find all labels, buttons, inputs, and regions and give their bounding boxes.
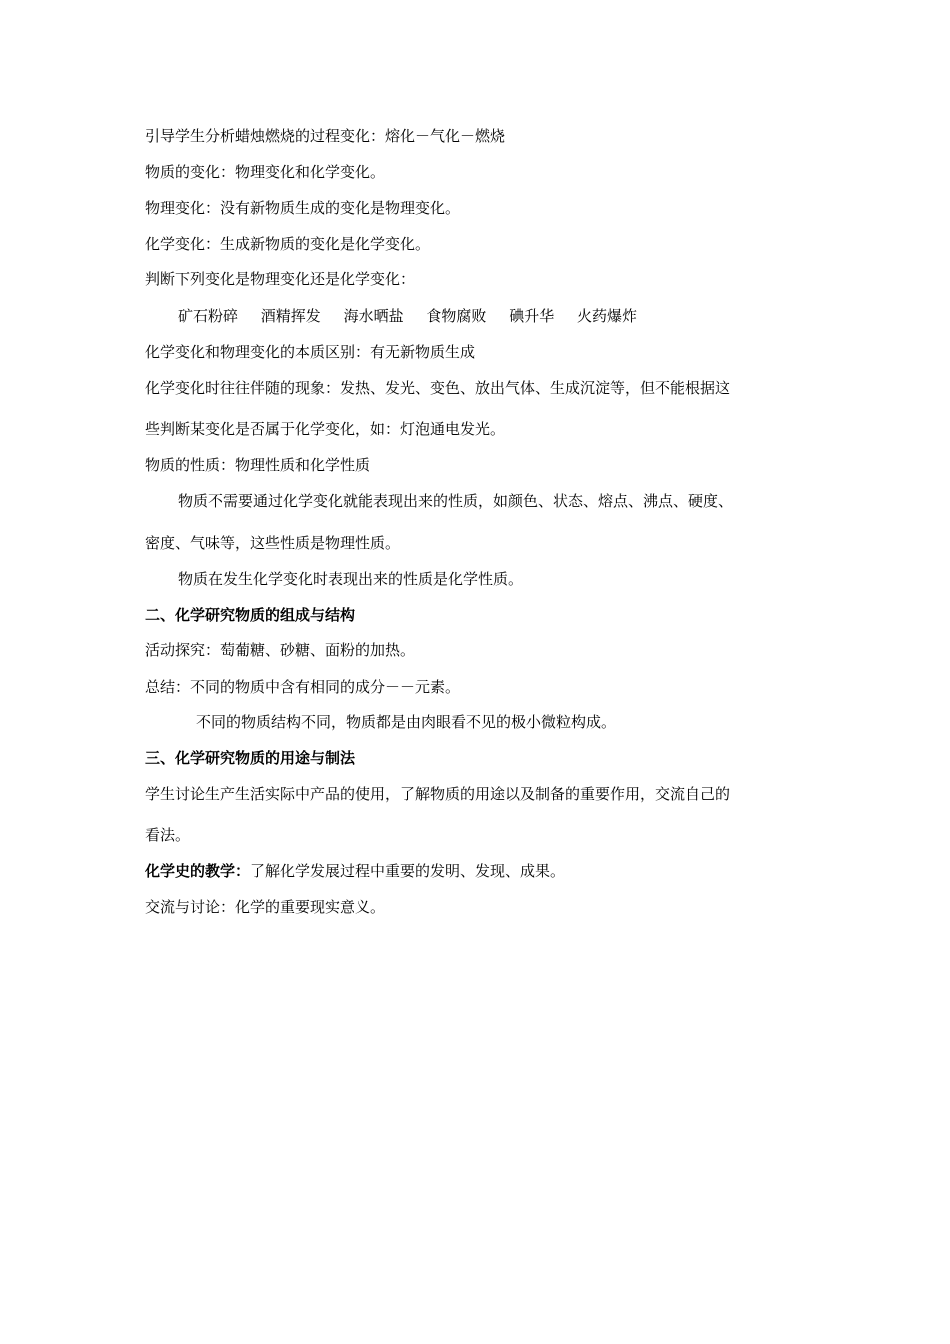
- text-line: 交流与讨论：化学的重要现实意义。: [145, 898, 386, 916]
- text-line: 不同的物质结构不同，物质都是由肉眼看不见的极小微粒构成。: [196, 713, 617, 731]
- text-line: 判断下列变化是物理变化还是化学变化：: [145, 270, 416, 288]
- text-line: 化学变化时往往伴随的现象：发热、发光、变色、放出气体、生成沉淀等，但不能根据这: [145, 379, 731, 397]
- text-line: [145, 861, 565, 881]
- text-line: 活动探究：萄葡糖、砂糖、面粉的加热。: [145, 641, 416, 659]
- example-item: 食物腐败: [426, 307, 487, 325]
- history-label: 化学史的教学：: [145, 862, 251, 880]
- example-item: 火药爆炸: [576, 307, 637, 325]
- text-line: 些判断某变化是否属于化学变化，如：灯泡通电发光。: [145, 420, 506, 438]
- example-list: [178, 306, 655, 326]
- text-line: 物理变化：没有新物质生成的变化是物理变化。: [145, 199, 461, 217]
- section-heading: 二、化学研究物质的组成与结构: [145, 606, 356, 624]
- text-line: 物质的性质：物理性质和化学性质: [145, 456, 371, 474]
- example-item: 海水晒盐: [343, 307, 404, 325]
- text-line: 引导学生分析蜡烛燃烧的过程变化：熔化－气化－燃烧: [145, 127, 506, 145]
- section-heading: 三、化学研究物质的用途与制法: [145, 749, 356, 767]
- text-line: 密度、气味等，这些性质是物理性质。: [145, 534, 401, 552]
- text-line: 物质不需要通过化学变化就能表现出来的性质，如颜色、状态、熔点、沸点、硬度、: [178, 492, 734, 510]
- text-line: 看法。: [145, 826, 191, 844]
- text-line: 物质的变化：物理变化和化学变化。: [145, 163, 386, 181]
- text-line: 总结：不同的物质中含有相同的成分－－元素。: [145, 678, 461, 696]
- history-text: 了解化学发展过程中重要的发明、发现、成果。: [250, 862, 566, 880]
- text-line: 物质在发生化学变化时表现出来的性质是化学性质。: [178, 570, 524, 588]
- example-item: 碘升华: [509, 307, 555, 325]
- example-item: 酒精挥发: [260, 307, 321, 325]
- text-line: 化学变化：生成新物质的变化是化学变化。: [145, 235, 431, 253]
- text-line: 化学变化和物理变化的本质区别：有无新物质生成: [145, 343, 476, 361]
- text-line: 学生讨论生产生活实际中产品的使用，了解物质的用途以及制备的重要作用，交流自己的: [145, 785, 731, 803]
- example-item: 矿石粉碎: [178, 307, 239, 325]
